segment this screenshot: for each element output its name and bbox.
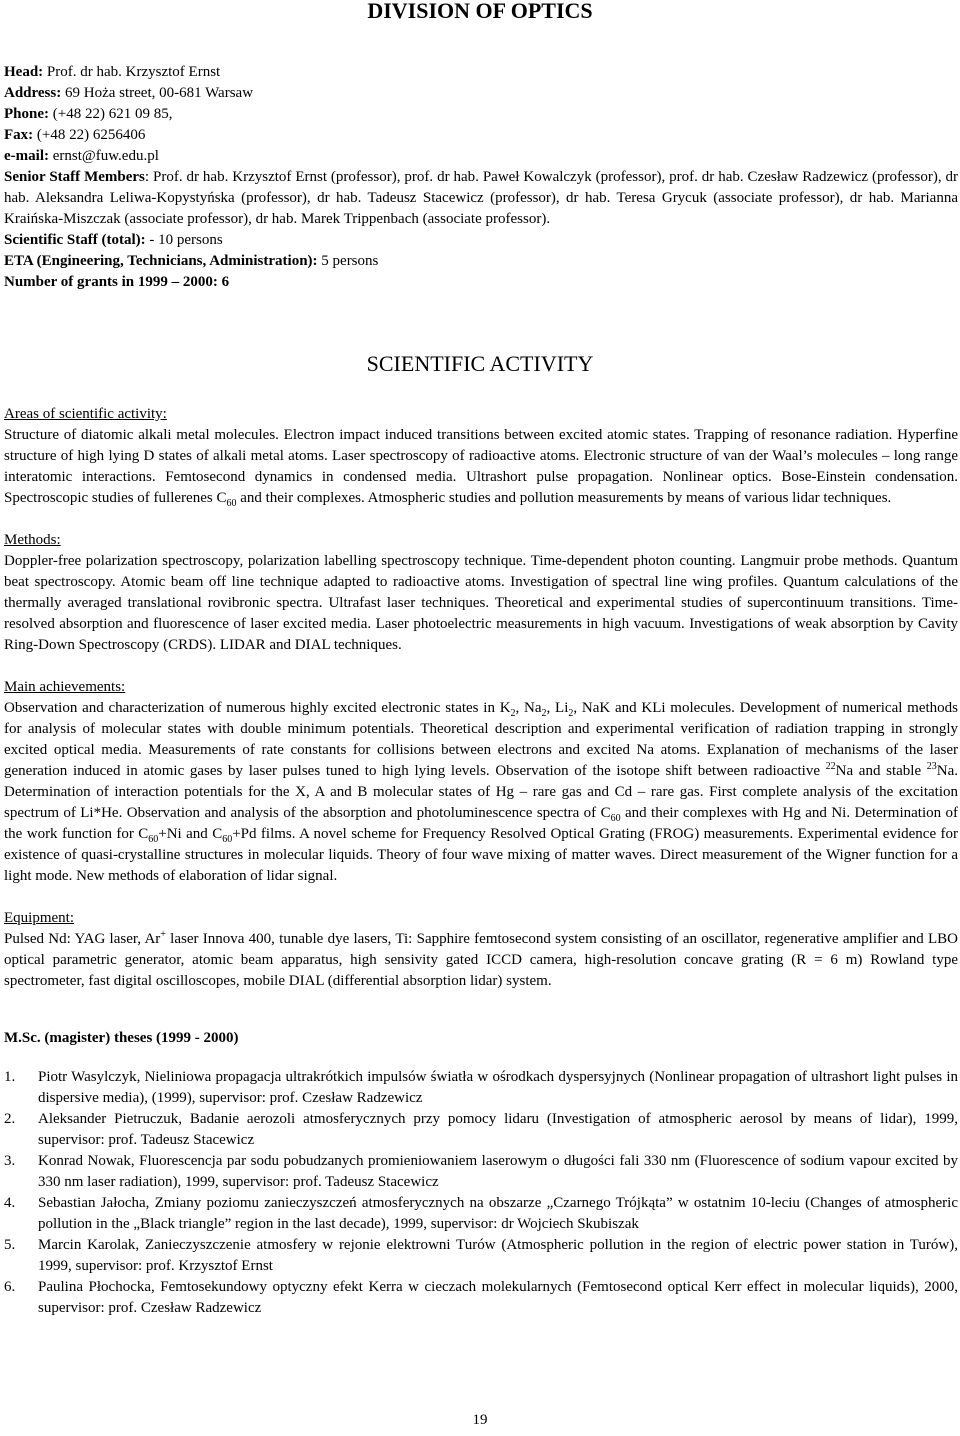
list-item-number: 3. [4,1153,16,1169]
areas-subscript: 60 [226,498,237,509]
achievements-text-part: Na and stable [835,763,927,779]
phone-line [4,104,958,125]
list-item-number: 1. [4,1069,16,1085]
page-number: 19 [472,1412,488,1428]
head-value: Prof. dr hab. Krzysztof Ernst [43,64,221,80]
areas-heading: Areas of scientific activity: [4,406,167,422]
areas-text-part: Structure of diatomic alkali metal molecules. Electron impact induced transitions between excited atomic states. Trapping of resonance radiation. Hyperfine structure of high lying D states of alkali metal atoms. Laser spectroscopy of radioactive atoms. Electronic structure of van der Waal’s molecules – long range interatomic interactions. Femtosecond dynamics in condensed media. Ultrashort pulse propagation. Nonlinear optics. Bose-Einstein condensation. Spectroscopic studies of fullerenes C [4,427,958,506]
list-item [4,1277,958,1319]
phone-label: Phone: [4,106,49,122]
email-line [4,146,958,167]
areas-section [4,404,958,509]
address-label: Address: [4,85,62,101]
list-item [4,1235,958,1277]
methods-heading: Methods: [4,532,61,548]
areas-text [4,425,958,509]
grants-line: Number of grants in 1999 – 2000: 6 [4,274,230,290]
eta-value: 5 persons [317,253,379,269]
list-item [4,1151,958,1193]
head-line [4,62,958,83]
fax-label: Fax: [4,127,34,143]
head-label: Head: [4,64,44,80]
equipment-text [4,929,958,992]
equipment-superscript: + [160,929,166,940]
scientific-activity-content [4,404,958,1319]
division-info [4,62,958,293]
achievements-subscript: 2 [510,708,516,719]
achievements-text-part: , NaK and KLi molecules. Development of numerical methods for analysis of molecular states with double minimum potentials. Theoretical description and experimental verification of radiation trapping in strongly excited optical media. Measurements of rate constants for collisions between electrons and excited Na atoms. Explanation of mechanisms of the laser generation induced in atomic gases by laser pulses tuned to high lying levels. Observation of the isotope shift between radioactive [4,700,958,779]
address-line [4,83,958,104]
fax-line [4,125,958,146]
achievements-text-part: Observation and characterization of numerous highly excited electronic states in K [4,700,511,716]
senior-staff-label: Senior Staff Members [4,169,145,185]
equipment-text-part: laser Innova 400, tunable dye lasers, Ti: Sapphire femtosecond system consisting of an oscillator, regenerative amplifier and LBO optical parametric generator, atomic beam apparatus, high sensivity gated ICCD camera, high-resolution concave grating (R = 6 m) Rowland type spectrometer, fast digital oscilloscopes, mobile DIAL (differential absorption lidar) system. [4,931,958,989]
achievements-subscript: 60 [148,834,159,845]
eta-line [4,251,958,272]
list-item-number: 6. [4,1279,16,1295]
achievements-superscript: 23 [926,761,937,772]
list-item-text: Aleksander Pietruczuk, Badanie aerozoli atmosferycznych przy pomocy lidaru (Investigation of atmospheric aerosol by means of lidar), 1999, supervisor: prof. Tadeusz Stacewicz [38,1111,958,1148]
list-item [4,1067,958,1109]
scientific-staff-line [4,230,958,251]
equipment-text-part: Pulsed Nd: YAG laser, Ar [4,931,161,947]
achievements-text-part: and their complexes with Hg and Ni. Determination of the work function for C [4,805,958,842]
list-item-text: Piotr Wasylczyk, Nieliniowa propagacja ultrakrótkich impulsów światła w ośrodkach dyspersyjnych (Nonlinear propagation of ultrashort light pulses in dispersive media), (1999), supervisor: prof. Czesław Radzewicz [38,1069,958,1106]
list-item-text: Paulina Płochocka, Femtosekundowy optyczny efekt Kerra w cieczach molekularnych (Femtosecond optical Kerr effect in molecular liquids), 2000, supervisor: prof. Czesław Radzewicz [38,1279,958,1316]
fax-value: (+48 22) 6256406 [33,127,146,143]
achievements-subscript: 60 [222,834,233,845]
methods-section [4,530,958,656]
achievements-heading: Main achievements: [4,679,126,695]
achievements-subscript: 2 [568,708,574,719]
list-item-text: Konrad Nowak, Fluorescencja par sodu pobudzanych promieniowaniem laserowym o długości fali 330 nm (Fluorescence of sodium vapour excited by 330 nm laser radiation), 1999, supervisor: prof. Tadeusz Stacewicz [38,1153,958,1190]
achievements-text-part: +Pd films. A novel scheme for Frequency Resolved Optical Grating (FROG) measurements. Experimental evidence for existence of quasi-crystalline structures in molecular liquids. Theory of four wave mixing of matter waves. Direct measurement of the Wigner function for a light mode. New methods of elaboration of lidar signal. [4,826,958,884]
address-value: 69 Hoża street, 00-681 Warsaw [61,85,254,101]
achievements-subscript: 60 [610,813,621,824]
achievements-text-part: , Na [515,700,542,716]
list-item-text: Marcin Karolak, Zanieczyszczenie atmosfery w rejonie elektrowni Turów (Atmospheric pollution in the region of electric power station in Turów), 1999, supervisor: prof. Krzysztof Ernst [38,1237,958,1274]
equipment-section [4,908,958,992]
areas-text-part: and their complexes. Atmospheric studies and pollution measurements by means of various lidar techniques. [236,490,892,506]
senior-staff [4,167,958,230]
achievements-text-part: +Ni and C [158,826,223,842]
list-item-number: 4. [4,1195,16,1211]
scientific-staff-value: - 10 persons [145,232,223,248]
equipment-heading: Equipment: [4,910,74,926]
list-item-text: Sebastian Jałocha, Zmiany poziomu zanieczyszczeń atmosferycznych na obszarze „Czarnego Trójkąta” w ostatnim 10-leciu (Changes of atmospheric pollution in the „Black triangle” region in the last decade), 1999, supervisor: dr Wojciech Skubiszak [38,1195,958,1232]
theses-heading: M.Sc. (magister) theses (1999 - 2000) [4,1030,239,1046]
email-label: e-mail: [4,148,49,164]
achievements-superscript: 22 [825,761,836,772]
phone-value: (+48 22) 621 09 85, [49,106,173,122]
achievements-text-part: , Li [546,700,569,716]
email-value: ernst@fuw.edu.pl [48,148,159,164]
list-item-number: 5. [4,1237,16,1253]
list-item [4,1109,958,1151]
achievements-subscript: 2 [541,708,547,719]
list-item [4,1193,958,1235]
achievements-text-part: Na. Determination of interaction potentials for the X, A and B molecular states of Hg – rare gas and Cd – rare gas. First complete analysis of the excitation spectrum of Li*He. Observation and analysis of the absorption and photoluminescence spectra of C [4,763,959,821]
scientific-staff-label: Scientific Staff (total): [4,232,146,248]
achievements-section [4,677,958,887]
senior-staff-value: : Prof. dr hab. Krzysztof Ernst (professor), prof. dr hab. Paweł Kowalczyk (professor), prof. dr hab. Czesław Radzewicz (professor), dr hab. Aleksandra Leliwa-Kopystyńska (professor), dr hab. Tadeusz Stacewicz (professor), dr hab. Teresa Grycuk (associate professor), dr hab. Marianna Kraińska-Miszczak (associate professor), dr hab. Marek Trippenbach (associate professor). [4,169,958,227]
scientific-activity-title: SCIENTIFIC ACTIVITY [366,351,594,376]
theses-list [4,1067,958,1319]
achievements-text [4,698,958,887]
methods-text: Doppler-free polarization spectroscopy, polarization labelling spectroscopy technique. Time-dependent photon counting. Langmuir probe methods. Quantum beat spectroscopy. Atomic beam off line technique adapted to radioactive atoms. Investigation of spectral line wing profiles. Quantum calculations of the thermally averaged translational rovibronic spectra. Ultrafast laser techniques. Theoretical and experimental studies of supercontinuum transitions. Time-resolved absorption and fluorescence of laser excited media. Laser photoelectric measurements in high vacuum. Investigations of weak absorption by Cavity Ring-Down Spectroscopy (CRDS). LIDAR and DIAL techniques. [4,553,958,653]
eta-label: ETA (Engineering, Technicians, Administration): [4,253,318,269]
page-title: DIVISION OF OPTICS [367,0,593,23]
list-item-number: 2. [4,1111,16,1127]
